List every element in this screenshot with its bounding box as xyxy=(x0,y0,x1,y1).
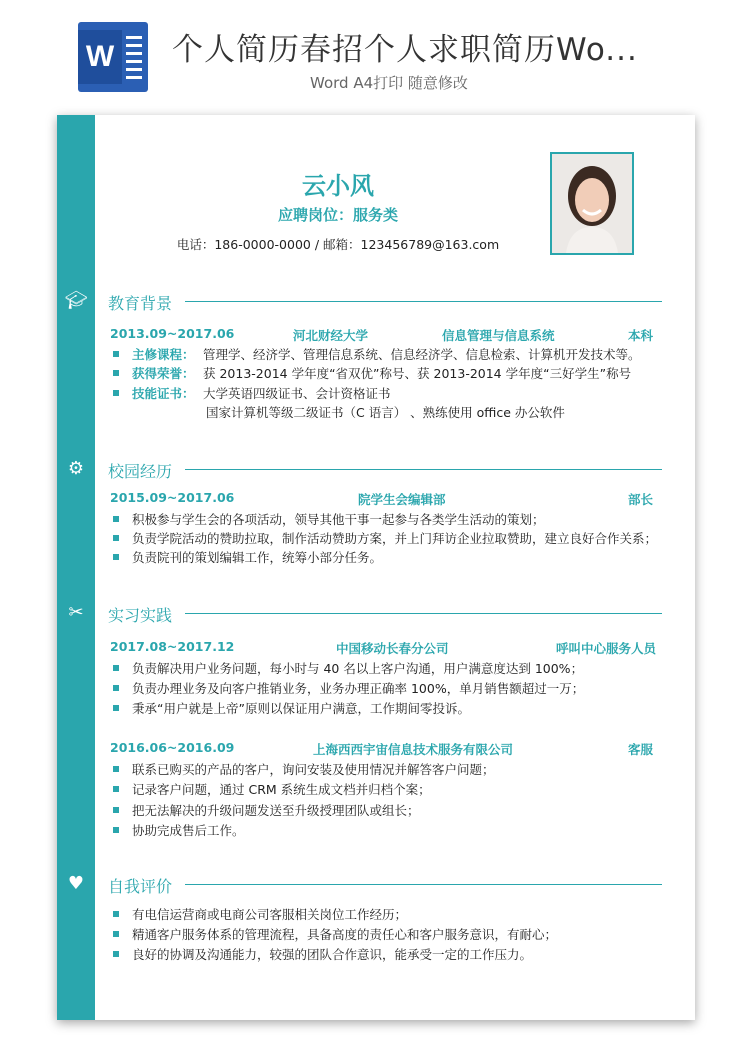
section-title-education: 教育背景 xyxy=(108,294,173,313)
document-title: 个人简历春招个人求职简历Wo... xyxy=(172,32,638,68)
job-company: 中国移动长春分公司 xyxy=(336,641,449,656)
divider xyxy=(185,613,662,614)
gear-icon: ⚙︎ xyxy=(67,458,85,479)
edu-label: 技能证书： xyxy=(132,386,195,401)
bullet xyxy=(113,786,119,792)
section-title-self: 自我评价 xyxy=(108,877,173,896)
divider xyxy=(185,884,662,885)
self-bullet: 精通客户服务体系的管理流程，具备高度的责任心和客户服务意识，有耐心； xyxy=(132,927,558,942)
edu-date: 2013.09~2017.06 xyxy=(110,326,235,341)
campus-bullet: 负责学院活动的赞助拉取，制作活动赞助方案，并上门拜访企业拉取赞助，建立良好合作关系； xyxy=(132,531,658,546)
job-date: 2017.08~2017.12 xyxy=(110,639,235,654)
edu-value: 国家计算机等级二级证书（C 语言） 、熟练使用 office 办公软件 xyxy=(206,405,565,420)
campus-role: 部长 xyxy=(628,492,654,507)
bullet xyxy=(113,554,119,560)
bullet xyxy=(113,351,119,357)
contact-info: 电话：186-0000-0000 / 邮箱：123456789@163.com xyxy=(176,237,500,252)
bullet xyxy=(113,665,119,671)
self-bullet: 良好的协调及沟通能力，较强的团队合作意识，能承受一定的工作压力。 xyxy=(132,947,533,962)
divider xyxy=(185,469,662,470)
document-subtitle: Word A4打印 随意修改 xyxy=(310,74,468,92)
bullet xyxy=(113,516,119,522)
bullet xyxy=(113,827,119,833)
graduation-cap-icon: 🎓︎ xyxy=(64,290,88,311)
bullet xyxy=(113,370,119,376)
campus-bullet: 负责院刊的策划编辑工作，统筹小部分任务。 xyxy=(132,550,383,565)
job-date: 2016.06~2016.09 xyxy=(110,740,235,755)
job-role: 客服 xyxy=(628,742,654,757)
edu-value: 获 2013-2014 学年度“省双优”称号、获 2013-2014 学年度“三好学生”称号 xyxy=(203,366,632,381)
divider xyxy=(185,301,662,302)
edu-major: 信息管理与信息系统 xyxy=(442,328,555,343)
edu-value: 大学英语四级证书、会计资格证书 xyxy=(203,386,391,401)
bullet xyxy=(113,807,119,813)
job-bullet: 负责解决用户业务问题，每小时与 40 名以上客户沟通，用户满意度达到 100%； xyxy=(132,661,584,676)
edu-label: 主修课程： xyxy=(132,347,195,362)
candidate-name: 云小风 xyxy=(302,172,374,200)
edu-label: 获得荣誉： xyxy=(132,366,195,381)
bullet xyxy=(113,535,119,541)
profile-photo xyxy=(550,152,634,255)
bullet xyxy=(113,911,119,917)
job-bullet: 记录客户问题，通过 CRM 系统生成文档并归档个案； xyxy=(132,782,431,797)
campus-bullet: 积极参与学生会的各项活动，领导其他干事一起参与各类学生活动的策划； xyxy=(132,512,545,527)
bullet xyxy=(113,931,119,937)
job-role: 呼叫中心服务人员 xyxy=(556,641,657,656)
heart-icon: ♥ xyxy=(67,873,85,894)
job-bullet: 联系已购买的产品的客户，询问安装及使用情况并解答客户问题； xyxy=(132,762,495,777)
bullet xyxy=(113,951,119,957)
word-icon: W xyxy=(78,22,148,92)
job-bullet: 把无法解决的升级问题发送至升级授理团队或组长； xyxy=(132,803,420,818)
bullet xyxy=(113,390,119,396)
bullet xyxy=(113,705,119,711)
job-position: 应聘岗位：服务类 xyxy=(277,206,398,224)
section-title-campus: 校园经历 xyxy=(108,462,173,481)
tools-icon: ✂︎ xyxy=(68,602,84,623)
edu-value: 管理学、经济学、管理信息系统、信息经济学、信息检索、计算机开发技术等。 xyxy=(203,347,641,362)
job-bullet: 负责办理业务及向客户推销业务，业务办理正确率 100%，单月销售额超过一万； xyxy=(132,681,585,696)
self-bullet: 有电信运营商或电商公司客服相关岗位工作经历； xyxy=(132,907,408,922)
campus-org: 院学生会编辑部 xyxy=(358,492,446,507)
campus-date: 2015.09~2017.06 xyxy=(110,490,235,505)
job-bullet: 协助完成售后工作。 xyxy=(132,823,245,838)
bullet xyxy=(113,766,119,772)
edu-school: 河北财经大学 xyxy=(293,328,369,343)
edu-degree: 本科 xyxy=(628,328,654,343)
section-title-internship: 实习实践 xyxy=(108,606,173,625)
bullet xyxy=(113,685,119,691)
job-company: 上海西西宇宙信息技术服务有限公司 xyxy=(313,742,514,757)
job-bullet: 秉承“用户就是上帝”原则以保证用户满意，工作期间零投诉。 xyxy=(132,701,470,716)
